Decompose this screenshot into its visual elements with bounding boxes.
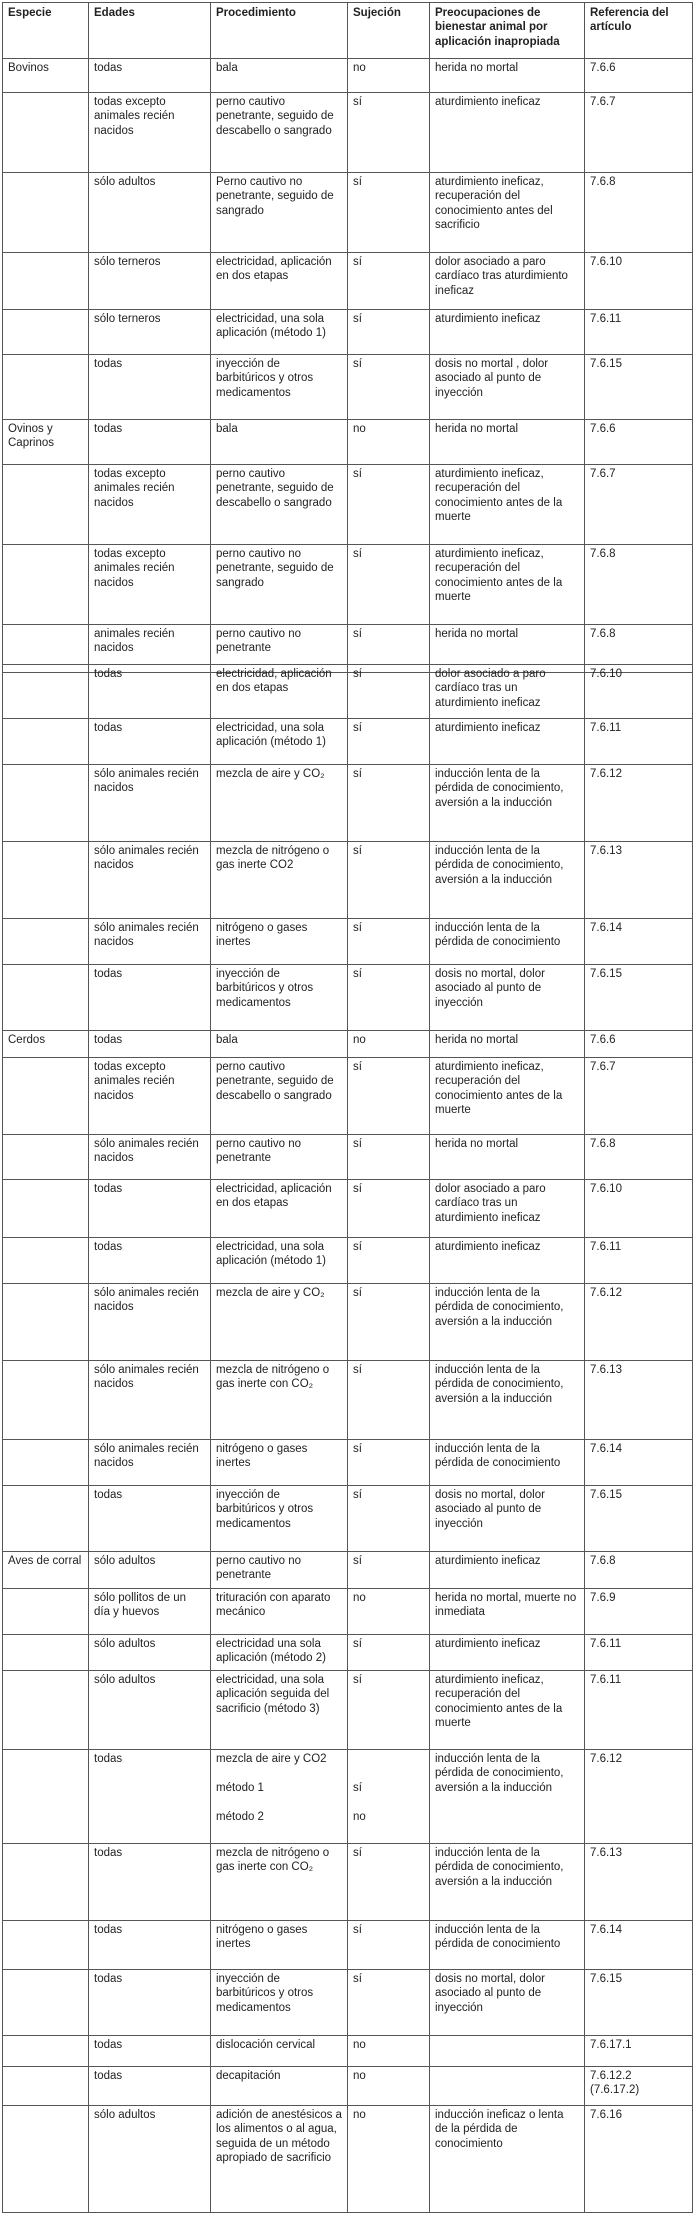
especie-cell xyxy=(3,765,89,842)
especie-cell xyxy=(3,842,89,919)
table-row xyxy=(3,765,693,842)
referencia-cell: 7.6.15 xyxy=(585,1970,693,2036)
preocupaciones-cell xyxy=(430,2067,585,2106)
edades-cell: sólo animales recién nacidos xyxy=(89,842,211,919)
referencia-cell: 7.6.10 xyxy=(585,253,693,310)
edades-cell: todas xyxy=(89,1238,211,1284)
referencia-cell: 7.6.7 xyxy=(585,1058,693,1135)
procedimiento-cell: mezcla de nitrógeno o gas inerte con CO₂ xyxy=(211,1361,348,1440)
edades-cell: animales recién nacidos xyxy=(89,625,211,673)
header-procedimiento: Procedimiento xyxy=(211,3,348,59)
procedimiento-cell: Perno cautivo no penetrante, seguido de sangrado xyxy=(211,173,348,253)
referencia-cell: 7.6.12 xyxy=(585,1750,693,1844)
sujecion-cell: sí xyxy=(348,842,430,919)
sujecion-cell: no xyxy=(348,2106,430,2213)
header-sujecion: Sujeción xyxy=(348,3,430,59)
sujecion-cell: sí xyxy=(348,1844,430,1921)
preocupaciones-cell: aturdimiento ineficaz, recuperación del conocimiento antes del sacrificio xyxy=(430,173,585,253)
edades-cell: todas xyxy=(89,1844,211,1921)
edades-cell: todas xyxy=(89,1031,211,1058)
preocupaciones-cell: aturdimiento ineficaz, recuperación del conocimiento antes de la muerte xyxy=(430,545,585,625)
especie-cell xyxy=(3,173,89,253)
sujecion-cell: sí xyxy=(348,1671,430,1750)
procedimiento-cell: electricidad, aplicación en dos etapas xyxy=(211,1180,348,1238)
procedimiento-cell: perno cautivo penetrante, seguido de descabello o sangrado xyxy=(211,465,348,545)
sujecion-cell: sí xyxy=(348,1238,430,1284)
methods-table-part-1 xyxy=(2,2,693,673)
table-row xyxy=(3,919,693,965)
especie-cell xyxy=(3,665,89,719)
especie-cell xyxy=(3,310,89,355)
preocupaciones-cell: dolor asociado a paro cardíaco tras un aturdimiento ineficaz xyxy=(430,1180,585,1238)
referencia-cell: 7.6.13 xyxy=(585,1361,693,1440)
sujecion-cell: sí xyxy=(348,253,430,310)
preocupaciones-cell: dosis no mortal, dolor asociado al punto de inyección xyxy=(430,1970,585,2036)
procedimiento-cell: dislocación cervical xyxy=(211,2036,348,2067)
edades-cell: sólo animales recién nacidos xyxy=(89,1135,211,1180)
preocupaciones-cell: aturdimiento ineficaz xyxy=(430,719,585,765)
sujecion-cell: no xyxy=(348,1031,430,1058)
sujecion-cell: sí xyxy=(348,665,430,719)
sujecion-cell: no xyxy=(348,2067,430,2106)
especie-cell: Cerdos xyxy=(3,1031,89,1058)
sujecion-cell: sí xyxy=(348,1135,430,1180)
edades-cell: todas xyxy=(89,965,211,1031)
especie-cell xyxy=(3,1589,89,1635)
table-row xyxy=(3,420,693,465)
referencia-cell: 7.6.14 xyxy=(585,919,693,965)
preocupaciones-cell: inducción lenta de la pérdida de conocimiento, aversión a la inducción xyxy=(430,1361,585,1440)
procedimiento-cell: adición de anestésicos a los alimentos o al agua, seguida de un método apropiado de sacrificio xyxy=(211,2106,348,2213)
sujecion-cell: sí xyxy=(348,1921,430,1970)
preocupaciones-cell: herida no mortal xyxy=(430,59,585,93)
table-row xyxy=(3,1671,693,1750)
preocupaciones-cell: herida no mortal xyxy=(430,625,585,673)
table-row xyxy=(3,253,693,310)
procedimiento-cell: inyección de barbitúricos y otros medicamentos xyxy=(211,1970,348,2036)
sujecion-cell: sí xyxy=(348,1970,430,2036)
referencia-cell: 7.6.15 xyxy=(585,965,693,1031)
procedimiento-cell: bala xyxy=(211,59,348,93)
especie-cell xyxy=(3,1284,89,1361)
table-row xyxy=(3,59,693,93)
edades-cell: todas excepto animales recién nacidos xyxy=(89,93,211,173)
table-row xyxy=(3,1135,693,1180)
table-row xyxy=(3,842,693,919)
table-row xyxy=(3,1238,693,1284)
sujecion-cell: sí xyxy=(348,1058,430,1135)
edades-cell: sólo animales recién nacidos xyxy=(89,919,211,965)
procedimiento-cell: perno cautivo penetrante, seguido de descabello o sangrado xyxy=(211,93,348,173)
sujecion-cell: sí xyxy=(348,1440,430,1486)
edades-cell: sólo pollitos de un día y huevos xyxy=(89,1589,211,1635)
table-row xyxy=(3,1180,693,1238)
sujecion-cell: sí xyxy=(348,465,430,545)
referencia-cell: 7.6.12 xyxy=(585,1284,693,1361)
procedimiento-cell: perno cautivo no penetrante xyxy=(211,1135,348,1180)
table-body-2 xyxy=(3,665,693,2213)
referencia-cell: 7.6.11 xyxy=(585,719,693,765)
especie-cell xyxy=(3,919,89,965)
procedimiento-cell: mezcla de aire y CO2 método 1 método 2 xyxy=(211,1750,348,1844)
preocupaciones-cell: aturdimiento ineficaz xyxy=(430,93,585,173)
preocupaciones-cell: dosis no mortal, dolor asociado al punto de inyección xyxy=(430,1486,585,1552)
procedimiento-cell: mezcla de nitrógeno o gas inerte CO2 xyxy=(211,842,348,919)
procedimiento-cell: inyección de barbitúricos y otros medicamentos xyxy=(211,1486,348,1552)
procedimiento-cell: perno cautivo no penetrante xyxy=(211,625,348,673)
especie-cell xyxy=(3,1921,89,1970)
table-row xyxy=(3,665,693,719)
especie-cell xyxy=(3,2067,89,2106)
preocupaciones-cell: herida no mortal xyxy=(430,1135,585,1180)
procedimiento-cell: trituración con aparato mecánico xyxy=(211,1589,348,1635)
table-row xyxy=(3,1058,693,1135)
table-header-row xyxy=(3,3,693,59)
table-row xyxy=(3,1486,693,1552)
preocupaciones-cell: dosis no mortal, dolor asociado al punto de inyección xyxy=(430,965,585,1031)
sujecion-cell: no xyxy=(348,1589,430,1635)
referencia-cell: 7.6.14 xyxy=(585,1440,693,1486)
table-row xyxy=(3,1361,693,1440)
sujecion-cell: sí xyxy=(348,310,430,355)
edades-cell: todas xyxy=(89,1750,211,1844)
referencia-cell: 7.6.6 xyxy=(585,59,693,93)
table-row xyxy=(3,173,693,253)
preocupaciones-cell: herida no mortal, muerte no inmediata xyxy=(430,1589,585,1635)
preocupaciones-cell: aturdimiento ineficaz, recuperación del conocimiento antes de la muerte xyxy=(430,465,585,545)
preocupaciones-cell: herida no mortal xyxy=(430,420,585,465)
header-edades: Edades xyxy=(89,3,211,59)
preocupaciones-cell: inducción lenta de la pérdida de conocimiento xyxy=(430,919,585,965)
especie-cell: Aves de corral xyxy=(3,1552,89,1589)
procedimiento-cell: electricidad una sola aplicación (método 2) xyxy=(211,1635,348,1671)
preocupaciones-cell: inducción lenta de la pérdida de conocimiento, aversión a la inducción xyxy=(430,765,585,842)
especie-cell xyxy=(3,545,89,625)
especie-cell xyxy=(3,1750,89,1844)
especie-cell xyxy=(3,253,89,310)
sujecion-cell: sí xyxy=(348,625,430,673)
referencia-cell: 7.6.17.1 xyxy=(585,2036,693,2067)
procedimiento-cell: electricidad, una sola aplicación seguida del sacrificio (método 3) xyxy=(211,1671,348,1750)
referencia-cell: 7.6.16 xyxy=(585,2106,693,2213)
referencia-cell: 7.6.9 xyxy=(585,1589,693,1635)
referencia-cell: 7.6.7 xyxy=(585,465,693,545)
referencia-cell: 7.6.8 xyxy=(585,625,693,673)
procedimiento-cell: inyección de barbitúricos y otros medicamentos xyxy=(211,965,348,1031)
edades-cell: sólo adultos xyxy=(89,2106,211,2213)
edades-cell: sólo adultos xyxy=(89,173,211,253)
referencia-cell: 7.6.8 xyxy=(585,173,693,253)
table-row xyxy=(3,1031,693,1058)
sujecion-cell: sí xyxy=(348,1486,430,1552)
referencia-cell: 7.6.11 xyxy=(585,310,693,355)
sujecion-cell: sí xyxy=(348,355,430,420)
sujecion-cell: no xyxy=(348,2036,430,2067)
referencia-cell: 7.6.6 xyxy=(585,1031,693,1058)
edades-cell: todas xyxy=(89,665,211,719)
header-especie: Especie xyxy=(3,3,89,59)
procedimiento-cell: electricidad, una sola aplicación (método 1) xyxy=(211,719,348,765)
referencia-cell: 7.6.11 xyxy=(585,1635,693,1671)
table-row xyxy=(3,1970,693,2036)
sujecion-cell: sí xyxy=(348,173,430,253)
procedimiento-cell: perno cautivo no penetrante, seguido de sangrado xyxy=(211,545,348,625)
especie-cell: Bovinos xyxy=(3,59,89,93)
referencia-cell: 7.6.15 xyxy=(585,1486,693,1552)
procedimiento-cell: mezcla de aire y CO₂ xyxy=(211,765,348,842)
referencia-cell: 7.6.11 xyxy=(585,1238,693,1284)
edades-cell: sólo terneros xyxy=(89,253,211,310)
edades-cell: sólo animales recién nacidos xyxy=(89,1361,211,1440)
header-preocupaciones: Preocupaciones de bienestar animal por aplicación inapropiada xyxy=(430,3,585,59)
procedimiento-cell: mezcla de aire y CO₂ xyxy=(211,1284,348,1361)
sujecion-cell: no xyxy=(348,420,430,465)
preocupaciones-cell: inducción lenta de la pérdida de conocimiento, aversión a la inducción xyxy=(430,1844,585,1921)
table-row xyxy=(3,310,693,355)
procedimiento-cell: perno cautivo penetrante, seguido de descabello o sangrado xyxy=(211,1058,348,1135)
edades-cell: sólo adultos xyxy=(89,1671,211,1750)
sujecion-cell: sí xyxy=(348,1284,430,1361)
edades-cell: todas excepto animales recién nacidos xyxy=(89,1058,211,1135)
referencia-cell: 7.6.10 xyxy=(585,665,693,719)
especie-cell xyxy=(3,93,89,173)
especie-cell xyxy=(3,1180,89,1238)
preocupaciones-cell: herida no mortal xyxy=(430,1031,585,1058)
preocupaciones-cell: inducción lenta de la pérdida de conocimiento, aversión a la inducción xyxy=(430,842,585,919)
preocupaciones-cell: aturdimiento ineficaz xyxy=(430,310,585,355)
edades-cell: sólo animales recién nacidos xyxy=(89,765,211,842)
methods-table-part-2 xyxy=(2,664,693,2213)
especie-cell xyxy=(3,1635,89,1671)
preocupaciones-cell: aturdimiento ineficaz xyxy=(430,1635,585,1671)
especie-cell xyxy=(3,1238,89,1284)
especie-cell xyxy=(3,1486,89,1552)
referencia-cell: 7.6.10 xyxy=(585,1180,693,1238)
sujecion-cell: no xyxy=(348,59,430,93)
sujecion-cell: sí xyxy=(348,1180,430,1238)
table-row xyxy=(3,1635,693,1671)
procedimiento-cell: nitrógeno o gases inertes xyxy=(211,919,348,965)
table-row xyxy=(3,355,693,420)
especie-cell xyxy=(3,1058,89,1135)
edades-cell: todas xyxy=(89,1921,211,1970)
referencia-cell: 7.6.11 xyxy=(585,1671,693,1750)
sujecion-cell: sí xyxy=(348,719,430,765)
table-row xyxy=(3,1589,693,1635)
sujecion-cell: sí xyxy=(348,1361,430,1440)
preocupaciones-cell: dosis no mortal , dolor asociado al punto de inyección xyxy=(430,355,585,420)
edades-cell: todas xyxy=(89,420,211,465)
table-row xyxy=(3,1552,693,1589)
edades-cell: todas xyxy=(89,2036,211,2067)
edades-cell: todas excepto animales recién nacidos xyxy=(89,465,211,545)
edades-cell: todas xyxy=(89,2067,211,2106)
edades-cell: todas xyxy=(89,59,211,93)
especie-cell xyxy=(3,2106,89,2213)
preocupaciones-cell: aturdimiento ineficaz, recuperación del conocimiento antes de la muerte xyxy=(430,1671,585,1750)
table-row xyxy=(3,1844,693,1921)
procedimiento-cell: perno cautivo no penetrante xyxy=(211,1552,348,1589)
sujecion-cell: sí xyxy=(348,93,430,173)
referencia-cell: 7.6.6 xyxy=(585,420,693,465)
procedimiento-cell: nitrógeno o gases inertes xyxy=(211,1440,348,1486)
especie-cell xyxy=(3,1135,89,1180)
especie-cell xyxy=(3,1970,89,2036)
sujecion-cell: sí xyxy=(348,1552,430,1589)
preocupaciones-cell: aturdimiento ineficaz xyxy=(430,1552,585,1589)
especie-cell xyxy=(3,1440,89,1486)
referencia-cell: 7.6.8 xyxy=(585,1135,693,1180)
table-row xyxy=(3,1284,693,1361)
table-row xyxy=(3,965,693,1031)
referencia-cell: 7.6.13 xyxy=(585,1844,693,1921)
especie-cell xyxy=(3,719,89,765)
table-row xyxy=(3,545,693,625)
table-row xyxy=(3,1750,693,1844)
preocupaciones-cell: inducción lenta de la pérdida de conocimiento xyxy=(430,1440,585,1486)
sujecion-cell: sí xyxy=(348,765,430,842)
table-row xyxy=(3,2067,693,2106)
procedimiento-cell: electricidad, una sola aplicación (método 1) xyxy=(211,310,348,355)
referencia-cell: 7.6.15 xyxy=(585,355,693,420)
edades-cell: todas xyxy=(89,1486,211,1552)
edades-cell: sólo animales recién nacidos xyxy=(89,1440,211,1486)
procedimiento-cell: electricidad, una sola aplicación (método 1) xyxy=(211,1238,348,1284)
referencia-cell: 7.6.14 xyxy=(585,1921,693,1970)
edades-cell: sólo terneros xyxy=(89,310,211,355)
procedimiento-cell: bala xyxy=(211,1031,348,1058)
header-referencia: Referencia del artículo xyxy=(585,3,693,59)
table-row xyxy=(3,719,693,765)
preocupaciones-cell: dolor asociado a paro cardíaco tras un aturdimiento ineficaz xyxy=(430,665,585,719)
especie-cell xyxy=(3,1361,89,1440)
especie-cell xyxy=(3,2036,89,2067)
procedimiento-cell: bala xyxy=(211,420,348,465)
sujecion-cell: sí xyxy=(348,965,430,1031)
sujecion-cell: sí xyxy=(348,1635,430,1671)
preocupaciones-cell: aturdimiento ineficaz, recuperación del conocimiento antes de la muerte xyxy=(430,1058,585,1135)
edades-cell: sólo animales recién nacidos xyxy=(89,1284,211,1361)
procedimiento-cell: decapitación xyxy=(211,2067,348,2106)
sujecion-cell: sí xyxy=(348,545,430,625)
preocupaciones-cell: dolor asociado a paro cardíaco tras aturdimiento ineficaz xyxy=(430,253,585,310)
preocupaciones-cell: aturdimiento ineficaz xyxy=(430,1238,585,1284)
referencia-cell: 7.6.7 xyxy=(585,93,693,173)
edades-cell: sólo adultos xyxy=(89,1552,211,1589)
referencia-cell: 7.6.8 xyxy=(585,1552,693,1589)
table-row xyxy=(3,2106,693,2213)
especie-cell xyxy=(3,465,89,545)
especie-cell: Ovinos y Caprinos xyxy=(3,420,89,465)
table-row xyxy=(3,1440,693,1486)
edades-cell: todas excepto animales recién nacidos xyxy=(89,545,211,625)
referencia-cell: 7.6.12.2 (7.6.17.2) xyxy=(585,2067,693,2106)
preocupaciones-cell: inducción lenta de la pérdida de conocimiento xyxy=(430,1921,585,1970)
preocupaciones-cell xyxy=(430,2036,585,2067)
procedimiento-cell: inyección de barbitúricos y otros medicamentos xyxy=(211,355,348,420)
referencia-cell: 7.6.12 xyxy=(585,765,693,842)
preocupaciones-cell: inducción ineficaz o lenta de la pérdida de conocimiento xyxy=(430,2106,585,2213)
edades-cell: todas xyxy=(89,719,211,765)
especie-cell xyxy=(3,1671,89,1750)
edades-cell: todas xyxy=(89,1180,211,1238)
procedimiento-cell: electricidad, aplicación en dos etapas xyxy=(211,253,348,310)
procedimiento-cell: nitrógeno o gases inertes xyxy=(211,1921,348,1970)
referencia-cell: 7.6.8 xyxy=(585,545,693,625)
table-row xyxy=(3,93,693,173)
table-row xyxy=(3,1921,693,1970)
especie-cell xyxy=(3,1844,89,1921)
edades-cell: todas xyxy=(89,355,211,420)
especie-cell xyxy=(3,965,89,1031)
table-row xyxy=(3,2036,693,2067)
table-row xyxy=(3,465,693,545)
sujecion-cell: sí no xyxy=(348,1750,430,1844)
referencia-cell: 7.6.13 xyxy=(585,842,693,919)
sujecion-cell: sí xyxy=(348,919,430,965)
preocupaciones-cell: inducción lenta de la pérdida de conocimiento, aversión a la inducción xyxy=(430,1750,585,1844)
table-body-1 xyxy=(3,59,693,673)
preocupaciones-cell: inducción lenta de la pérdida de conocimiento, aversión a la inducción xyxy=(430,1284,585,1361)
procedimiento-cell: mezcla de nitrógeno o gas inerte con CO₂ xyxy=(211,1844,348,1921)
especie-cell xyxy=(3,355,89,420)
edades-cell: sólo adultos xyxy=(89,1635,211,1671)
edades-cell: todas xyxy=(89,1970,211,2036)
procedimiento-cell: electricidad, aplicación en dos etapas xyxy=(211,665,348,719)
